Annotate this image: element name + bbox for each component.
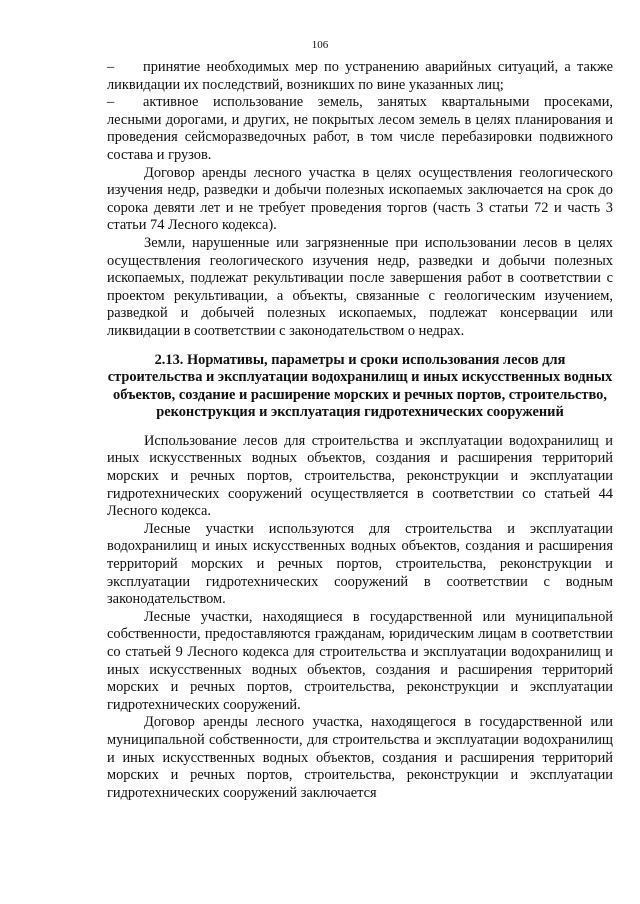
list-dash: – [107, 94, 115, 111]
page-number: 106 [311, 39, 329, 51]
list-item-text: принятие необходимых мер по устранению аварийных ситуаций, а также ликвидации их последствий, возникших по вине указанных лиц; [107, 59, 613, 93]
paragraph: Использование лесов для строительства и эксплуатации водохранилищ и иных искусственных водных объектов, создания и расширения территорий морских и речных портов, строительства, реконструкции и эксплуатации гидротехнических сооружений осуществляется в соответствии со статьей 44 Лесного кодекса. [107, 432, 613, 520]
section-heading: 2.13. Нормативы, параметры и сроки использования лесов для строительства и эксплуатации водохранилищ и иных искусственных водных объектов, создание и расширение морских и речных портов, строительство, реконструкция и эксплуатация гидротехнических сооружений [107, 351, 613, 421]
paragraph: Лесные участки, находящиеся в государственной или муниципальной собственности, предоставляются гражданам, юридическим лицам в соответствии со статьей 9 Лесного кодекса для строительства и эксплуатации водохранилищ и иных искусственных водных объектов, создания и расширения территорий морских и речных портов, строительства, реконструкции и эксплуатации гидротехнических сооружений. [107, 608, 613, 713]
paragraph: Договор аренды лесного участка в целях осуществления геологического изучения недр, разведки и добычи полезных ископаемых заключается на срок до сорока девяти лет и не требует проведения торгов (часть 3 статьи 72 и часть 3 статьи 74 Лесного кодекса). [107, 164, 613, 234]
paragraph: Лесные участки используются для строительства и эксплуатации водохранилищ и иных искусственных водных объектов, создания и расширения территорий морских и речных портов, строительства, реконструкции и эксплуатации гидротехнических сооружений в соответствии с водным законодательством. [107, 520, 613, 608]
paragraph: Договор аренды лесного участка, находящегося в государственной или муниципальной собственности, для строительства и эксплуатации водохранилищ и иных искусственных водных объектов, создания и расширения территорий морских и речных портов, строительства, реконструкции и эксплуатации гидротехнических сооружений заключается [107, 714, 613, 801]
paragraph: Земли, нарушенные или загрязненные при использовании лесов в целях осуществления геологического изучения недр, разведки и добычи полезных ископаемых, подлежат рекультивации после завершения работ в соответствии с проектом рекультивации, а объекты, связанные с геологическим изучением, разведкой и добычей полезных ископаемых, подлежат консервации или ликвидации в соответствии с законодательством о недрах. [107, 234, 613, 339]
list-item-text: активное использование земель, занятых квартальными просеками, лесными дорогами, и других, не покрытых лесом земель в целях планирования и проведения сейсморазведочных работ, в том числе перебазировки подвижного состава и грузов. [107, 94, 613, 163]
document-body [107, 59, 613, 802]
list-dash: – [107, 59, 115, 75]
list-item [107, 59, 613, 94]
list-item [107, 94, 613, 164]
